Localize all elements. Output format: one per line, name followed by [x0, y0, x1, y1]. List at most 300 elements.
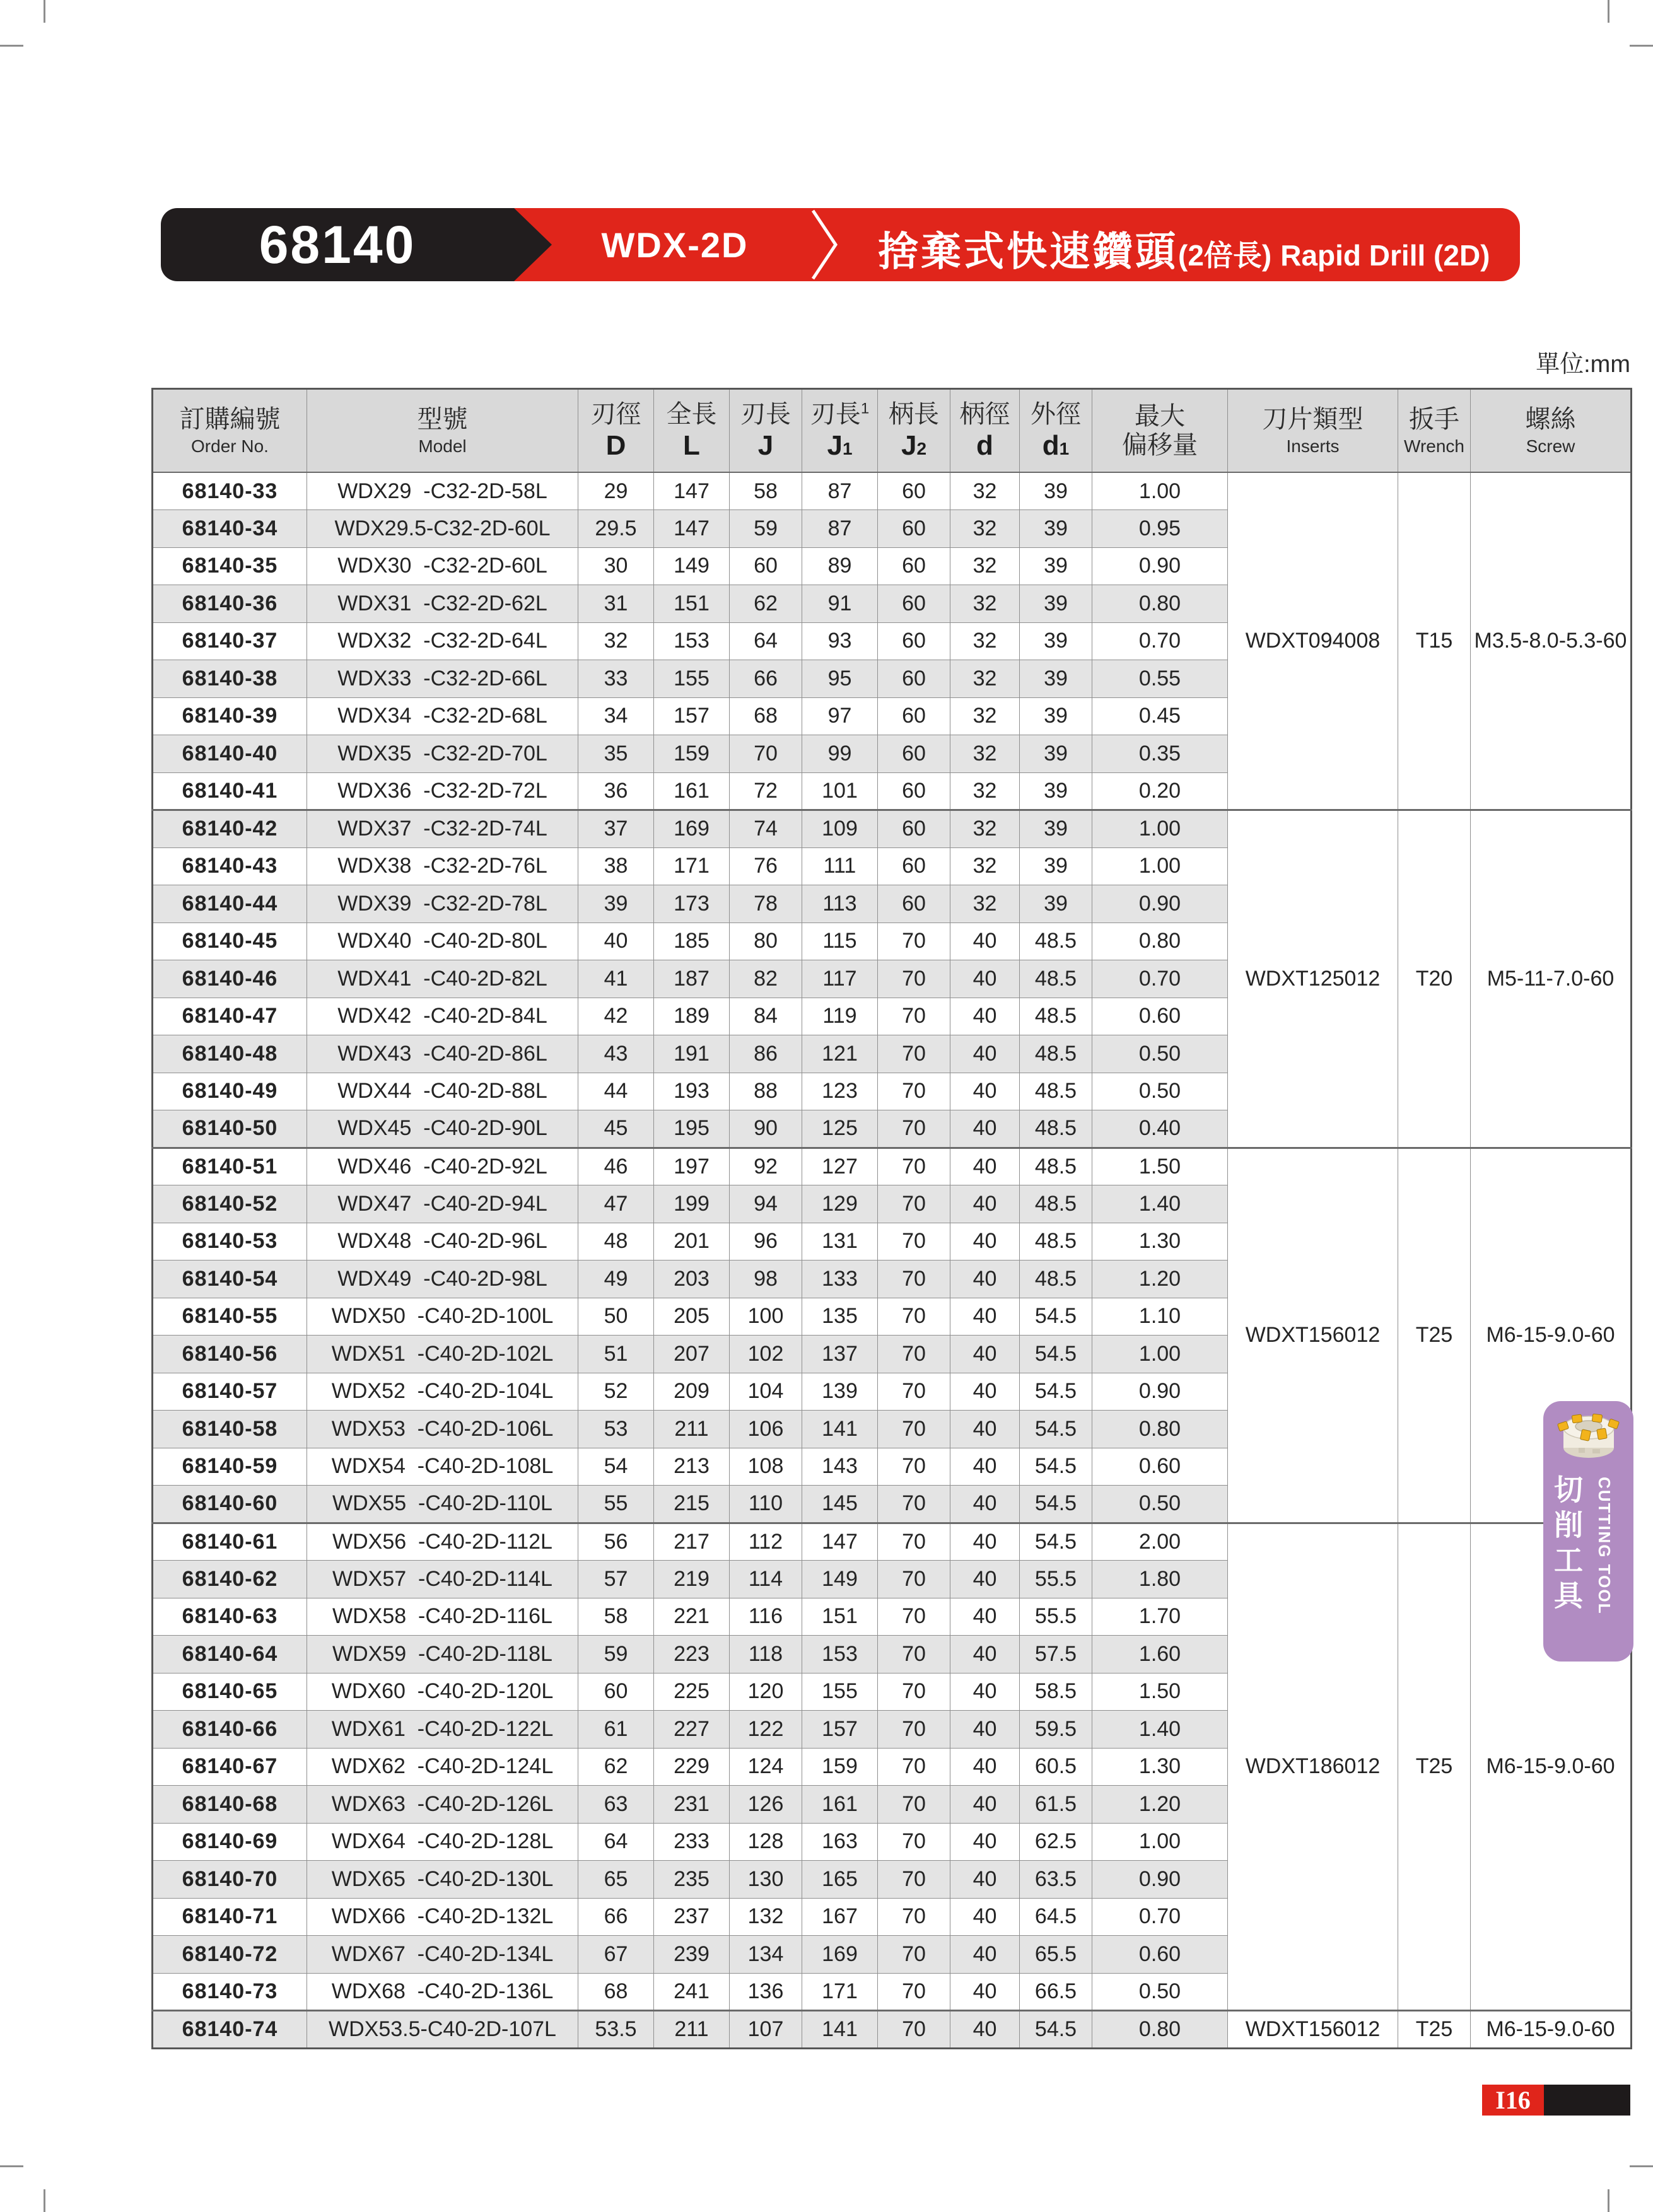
model-cell: WDX35 -C32-2D-70L: [307, 735, 578, 773]
j1-cell: 141: [802, 2011, 878, 2049]
inserts-cell: WDXT156012: [1228, 2011, 1398, 2049]
spec-table: [151, 388, 1632, 2049]
j1-cell: 155: [802, 1673, 878, 1711]
l-cell: 151: [654, 585, 730, 623]
j1-cell: 135: [802, 1298, 878, 1336]
model-cell: WDX55 -C40-2D-110L: [307, 1486, 578, 1523]
screw-cell: M6-15-9.0-60: [1471, 1148, 1632, 1523]
l-cell: 219: [654, 1561, 730, 1598]
shank-d-cell: 40: [950, 1298, 1020, 1336]
screw-cell: M5-11-7.0-60: [1471, 810, 1632, 1148]
shank-d-cell: 40: [950, 998, 1020, 1035]
d-cell: 51: [578, 1336, 654, 1373]
d1-cell: 54.5: [1020, 1298, 1092, 1336]
j-cell: 86: [730, 1035, 802, 1073]
j1-cell: 167: [802, 1898, 878, 1936]
d1-cell: 66.5: [1020, 1973, 1092, 2011]
offset-cell: 0.70: [1092, 1898, 1228, 1936]
model-cell: WDX48 -C40-2D-96L: [307, 1223, 578, 1260]
j2-cell: 70: [878, 960, 950, 998]
l-cell: 193: [654, 1073, 730, 1110]
j2-cell: 60: [878, 847, 950, 885]
j1-cell: 165: [802, 1861, 878, 1899]
d1-cell: 39: [1020, 472, 1092, 510]
d1-cell: 57.5: [1020, 1636, 1092, 1674]
order-no-cell: 68140-50: [153, 1110, 307, 1148]
l-cell: 147: [654, 510, 730, 548]
side-tab-label-en: CUTTING TOOL: [1595, 1477, 1614, 1615]
j2-cell: 70: [878, 1148, 950, 1185]
crop-mark-bottom-left-v: [44, 2189, 45, 2212]
order-no-cell: 68140-72: [153, 1936, 307, 1974]
j2-cell: 70: [878, 923, 950, 960]
order-no-cell: 68140-33: [153, 472, 307, 510]
l-cell: 235: [654, 1861, 730, 1899]
model-cell: WDX65 -C40-2D-130L: [307, 1861, 578, 1899]
d1-cell: 64.5: [1020, 1898, 1092, 1936]
model-cell: WDX30 -C32-2D-60L: [307, 547, 578, 585]
d-cell: 40: [578, 923, 654, 960]
model-cell: WDX31 -C32-2D-62L: [307, 585, 578, 623]
d-cell: 38: [578, 847, 654, 885]
l-cell: 239: [654, 1936, 730, 1974]
l-cell: 203: [654, 1260, 730, 1298]
j2-cell: 60: [878, 585, 950, 623]
shank-d-cell: 40: [950, 1523, 1020, 1561]
j1-cell: 171: [802, 1973, 878, 2011]
j2-cell: 70: [878, 1673, 950, 1711]
order-no-cell: 68140-38: [153, 660, 307, 698]
j2-cell: 60: [878, 697, 950, 735]
j1-cell: 157: [802, 1711, 878, 1749]
crop-mark-bottom-right-h: [1630, 2165, 1653, 2167]
j1-cell: 151: [802, 1598, 878, 1636]
offset-cell: 0.90: [1092, 1373, 1228, 1411]
d-cell: 45: [578, 1110, 654, 1148]
order-no-cell: 68140-71: [153, 1898, 307, 1936]
j-cell: 84: [730, 998, 802, 1035]
model-cell: WDX60 -C40-2D-120L: [307, 1673, 578, 1711]
order-no-cell: 68140-46: [153, 960, 307, 998]
d-cell: 49: [578, 1260, 654, 1298]
j2-cell: 60: [878, 510, 950, 548]
offset-cell: 0.90: [1092, 885, 1228, 923]
j-cell: 116: [730, 1598, 802, 1636]
l-cell: 201: [654, 1223, 730, 1260]
d-cell: 67: [578, 1936, 654, 1974]
l-cell: 205: [654, 1298, 730, 1336]
shank-d-cell: 40: [950, 1110, 1020, 1148]
order-no-cell: 68140-64: [153, 1636, 307, 1674]
offset-cell: 0.95: [1092, 510, 1228, 548]
column-header-8: 外徑 d1: [1020, 389, 1092, 473]
j-cell: 107: [730, 2011, 802, 2049]
l-cell: 159: [654, 735, 730, 773]
shank-d-cell: 40: [950, 1073, 1020, 1110]
inserts-cell: WDXT186012: [1228, 1523, 1398, 2011]
d1-cell: 54.5: [1020, 1486, 1092, 1523]
j1-cell: 127: [802, 1148, 878, 1185]
model-cell: WDX40 -C40-2D-80L: [307, 923, 578, 960]
column-header-10: 刀片類型 Inserts: [1228, 389, 1398, 473]
d-cell: 37: [578, 810, 654, 848]
offset-cell: 1.00: [1092, 847, 1228, 885]
wrench-cell: T20: [1398, 810, 1471, 1148]
order-no-cell: 68140-63: [153, 1598, 307, 1636]
j1-cell: 87: [802, 472, 878, 510]
j1-cell: 121: [802, 1035, 878, 1073]
order-no-cell: 68140-55: [153, 1298, 307, 1336]
shank-d-cell: 32: [950, 585, 1020, 623]
shank-d-cell: 32: [950, 510, 1020, 548]
j2-cell: 70: [878, 1936, 950, 1974]
offset-cell: 1.80: [1092, 1561, 1228, 1598]
shank-d-cell: 32: [950, 472, 1020, 510]
screw-cell: M3.5-8.0-5.3-60: [1471, 472, 1632, 810]
order-no-cell: 68140-73: [153, 1973, 307, 2011]
j2-cell: 70: [878, 1898, 950, 1936]
j1-cell: 139: [802, 1373, 878, 1411]
wrench-cell: T25: [1398, 1523, 1471, 2011]
l-cell: 211: [654, 1411, 730, 1448]
order-no-cell: 68140-53: [153, 1223, 307, 1260]
shank-d-cell: 32: [950, 847, 1020, 885]
d1-cell: 54.5: [1020, 1373, 1092, 1411]
j1-cell: 91: [802, 585, 878, 623]
d-cell: 29.5: [578, 510, 654, 548]
j2-cell: 70: [878, 1411, 950, 1448]
d-cell: 66: [578, 1898, 654, 1936]
d-cell: 53: [578, 1411, 654, 1448]
offset-cell: 1.00: [1092, 472, 1228, 510]
l-cell: 217: [654, 1523, 730, 1561]
j-cell: 88: [730, 1073, 802, 1110]
j-cell: 122: [730, 1711, 802, 1749]
j-cell: 70: [730, 735, 802, 773]
d-cell: 39: [578, 885, 654, 923]
j2-cell: 70: [878, 1486, 950, 1523]
shank-d-cell: 40: [950, 1673, 1020, 1711]
offset-cell: 1.70: [1092, 1598, 1228, 1636]
shank-d-cell: 32: [950, 772, 1020, 810]
j2-cell: 70: [878, 1598, 950, 1636]
d-cell: 44: [578, 1073, 654, 1110]
d-cell: 30: [578, 547, 654, 585]
l-cell: 221: [654, 1598, 730, 1636]
order-no-cell: 68140-61: [153, 1523, 307, 1561]
offset-cell: 0.45: [1092, 697, 1228, 735]
d1-cell: 54.5: [1020, 1523, 1092, 1561]
j-cell: 72: [730, 772, 802, 810]
d1-cell: 39: [1020, 847, 1092, 885]
d-cell: 34: [578, 697, 654, 735]
offset-cell: 1.20: [1092, 1260, 1228, 1298]
shank-d-cell: 40: [950, 1486, 1020, 1523]
wrench-cell: T25: [1398, 2011, 1471, 2049]
series-label: WDX-2D: [601, 224, 749, 265]
model-cell: WDX58 -C40-2D-116L: [307, 1598, 578, 1636]
j-cell: 59: [730, 510, 802, 548]
j-cell: 102: [730, 1336, 802, 1373]
shank-d-cell: 40: [950, 2011, 1020, 2049]
offset-cell: 0.70: [1092, 960, 1228, 998]
j-cell: 92: [730, 1148, 802, 1185]
page-title-en: Rapid Drill (2D): [1280, 239, 1490, 272]
shank-d-cell: 32: [950, 810, 1020, 848]
j2-cell: 70: [878, 1223, 950, 1260]
j-cell: 106: [730, 1411, 802, 1448]
table-header-row: [153, 389, 1632, 473]
order-no-cell: 68140-47: [153, 998, 307, 1035]
d1-cell: 39: [1020, 585, 1092, 623]
l-cell: 169: [654, 810, 730, 848]
offset-cell: 1.00: [1092, 810, 1228, 848]
j2-cell: 70: [878, 1110, 950, 1148]
j-cell: 66: [730, 660, 802, 698]
d-cell: 33: [578, 660, 654, 698]
model-cell: WDX63 -C40-2D-126L: [307, 1786, 578, 1824]
l-cell: 241: [654, 1973, 730, 2011]
model-cell: WDX49 -C40-2D-98L: [307, 1260, 578, 1298]
j-cell: 64: [730, 622, 802, 660]
d1-cell: 63.5: [1020, 1861, 1092, 1899]
l-cell: 237: [654, 1898, 730, 1936]
j2-cell: 70: [878, 1636, 950, 1674]
order-no-cell: 68140-65: [153, 1673, 307, 1711]
offset-cell: 0.70: [1092, 622, 1228, 660]
column-header-4: 刃長 J: [730, 389, 802, 473]
l-cell: 157: [654, 697, 730, 735]
d-cell: 61: [578, 1711, 654, 1749]
shank-d-cell: 40: [950, 1898, 1020, 1936]
model-cell: WDX52 -C40-2D-104L: [307, 1373, 578, 1411]
offset-cell: 0.40: [1092, 1110, 1228, 1148]
j2-cell: 70: [878, 1786, 950, 1824]
model-cell: WDX66 -C40-2D-132L: [307, 1898, 578, 1936]
offset-cell: 0.55: [1092, 660, 1228, 698]
d-cell: 68: [578, 1973, 654, 2011]
shank-d-cell: 40: [950, 1786, 1020, 1824]
screw-cell: M6-15-9.0-60: [1471, 2011, 1632, 2049]
d1-cell: 54.5: [1020, 2011, 1092, 2049]
wrench-cell: T25: [1398, 1148, 1471, 1523]
order-no-cell: 68140-54: [153, 1260, 307, 1298]
offset-cell: 1.30: [1092, 1748, 1228, 1786]
l-cell: 187: [654, 960, 730, 998]
d1-cell: 39: [1020, 660, 1092, 698]
shank-d-cell: 40: [950, 1561, 1020, 1598]
model-cell: WDX68 -C40-2D-136L: [307, 1973, 578, 2011]
d1-cell: 58.5: [1020, 1673, 1092, 1711]
d-cell: 29: [578, 472, 654, 510]
d-cell: 50: [578, 1298, 654, 1336]
order-no-cell: 68140-58: [153, 1411, 307, 1448]
order-no-cell: 68140-52: [153, 1185, 307, 1223]
shank-d-cell: 32: [950, 735, 1020, 773]
shank-d-cell: 40: [950, 923, 1020, 960]
wrench-cell: T15: [1398, 472, 1471, 810]
order-no-cell: 68140-35: [153, 547, 307, 585]
milling-cutter-image: [1553, 1409, 1624, 1469]
j2-cell: 60: [878, 810, 950, 848]
j2-cell: 60: [878, 622, 950, 660]
j2-cell: 70: [878, 1748, 950, 1786]
d-cell: 53.5: [578, 2011, 654, 2049]
l-cell: 213: [654, 1448, 730, 1486]
d1-cell: 39: [1020, 885, 1092, 923]
d-cell: 52: [578, 1373, 654, 1411]
chevron-separator-icon: [810, 209, 839, 280]
d-cell: 47: [578, 1185, 654, 1223]
j-cell: 58: [730, 472, 802, 510]
l-cell: 161: [654, 772, 730, 810]
l-cell: 227: [654, 1711, 730, 1749]
model-cell: WDX36 -C32-2D-72L: [307, 772, 578, 810]
l-cell: 195: [654, 1110, 730, 1148]
shank-d-cell: 40: [950, 1748, 1020, 1786]
j1-cell: 161: [802, 1786, 878, 1824]
model-cell: WDX57 -C40-2D-114L: [307, 1561, 578, 1598]
order-no-cell: 68140-49: [153, 1073, 307, 1110]
d1-cell: 54.5: [1020, 1336, 1092, 1373]
j-cell: 110: [730, 1486, 802, 1523]
shank-d-cell: 40: [950, 1223, 1020, 1260]
model-cell: WDX46 -C40-2D-92L: [307, 1148, 578, 1185]
order-no-cell: 68140-44: [153, 885, 307, 923]
j-cell: 128: [730, 1823, 802, 1861]
offset-cell: 1.00: [1092, 1336, 1228, 1373]
d1-cell: 48.5: [1020, 1035, 1092, 1073]
j1-cell: 153: [802, 1636, 878, 1674]
side-tab-label-zh: 切削工具: [1550, 1474, 1583, 1615]
order-no-cell: 68140-42: [153, 810, 307, 848]
crop-mark-top-right-v: [1608, 0, 1609, 23]
j-cell: 134: [730, 1936, 802, 1974]
l-cell: 233: [654, 1823, 730, 1861]
j-cell: 136: [730, 1973, 802, 2011]
shank-d-cell: 40: [950, 1336, 1020, 1373]
d-cell: 57: [578, 1561, 654, 1598]
model-cell: WDX56 -C40-2D-112L: [307, 1523, 578, 1561]
l-cell: 155: [654, 660, 730, 698]
order-no-cell: 68140-69: [153, 1823, 307, 1861]
offset-cell: 1.50: [1092, 1148, 1228, 1185]
l-cell: 215: [654, 1486, 730, 1523]
offset-cell: 0.50: [1092, 1035, 1228, 1073]
j2-cell: 70: [878, 1336, 950, 1373]
l-cell: 189: [654, 998, 730, 1035]
model-cell: WDX32 -C32-2D-64L: [307, 622, 578, 660]
d1-cell: 48.5: [1020, 1073, 1092, 1110]
j1-cell: 137: [802, 1336, 878, 1373]
model-cell: WDX41 -C40-2D-82L: [307, 960, 578, 998]
order-no-cell: 68140-51: [153, 1148, 307, 1185]
j1-cell: 149: [802, 1561, 878, 1598]
j2-cell: 70: [878, 1973, 950, 2011]
order-no-cell: 68140-48: [153, 1035, 307, 1073]
column-header-1: 型號 Model: [307, 389, 578, 473]
j2-cell: 70: [878, 1298, 950, 1336]
column-header-6: 柄長 J2: [878, 389, 950, 473]
j-cell: 120: [730, 1673, 802, 1711]
model-cell: WDX47 -C40-2D-94L: [307, 1185, 578, 1223]
d1-cell: 55.5: [1020, 1561, 1092, 1598]
j-cell: 60: [730, 547, 802, 585]
shank-d-cell: 32: [950, 622, 1020, 660]
j2-cell: 70: [878, 1823, 950, 1861]
model-cell: WDX67 -C40-2D-134L: [307, 1936, 578, 1974]
j1-cell: 147: [802, 1523, 878, 1561]
d-cell: 42: [578, 998, 654, 1035]
d-cell: 55: [578, 1486, 654, 1523]
model-cell: WDX62 -C40-2D-124L: [307, 1748, 578, 1786]
j1-cell: 87: [802, 510, 878, 548]
shank-d-cell: 40: [950, 1260, 1020, 1298]
table-row: [153, 1523, 1632, 1561]
j2-cell: 70: [878, 1185, 950, 1223]
shank-d-cell: 40: [950, 1861, 1020, 1899]
catalog-code: 68140: [259, 214, 416, 274]
d-cell: 65: [578, 1861, 654, 1899]
j-cell: 74: [730, 810, 802, 848]
offset-cell: 0.60: [1092, 1936, 1228, 1974]
model-cell: WDX53.5-C40-2D-107L: [307, 2011, 578, 2049]
l-cell: 207: [654, 1336, 730, 1373]
page-title-zh: 捨棄式快速鑽頭: [878, 229, 1178, 274]
category-side-tab: [1543, 1401, 1633, 1662]
model-cell: WDX43 -C40-2D-86L: [307, 1035, 578, 1073]
offset-cell: 0.50: [1092, 1486, 1228, 1523]
d1-cell: 62.5: [1020, 1823, 1092, 1861]
j2-cell: 70: [878, 1561, 950, 1598]
shank-d-cell: 40: [950, 1636, 1020, 1674]
order-no-cell: 68140-59: [153, 1448, 307, 1486]
model-cell: WDX45 -C40-2D-90L: [307, 1110, 578, 1148]
shank-d-cell: 40: [950, 1936, 1020, 1974]
d1-cell: 59.5: [1020, 1711, 1092, 1749]
d1-cell: 48.5: [1020, 1110, 1092, 1148]
column-header-5: 刃長$^1$ J1: [802, 389, 878, 473]
d1-cell: 48.5: [1020, 1148, 1092, 1185]
shank-d-cell: 40: [950, 1823, 1020, 1861]
page-number-badge: I16: [1482, 2085, 1544, 2116]
l-cell: 191: [654, 1035, 730, 1073]
l-cell: 223: [654, 1636, 730, 1674]
j1-cell: 95: [802, 660, 878, 698]
d1-cell: 65.5: [1020, 1936, 1092, 1974]
j1-cell: 101: [802, 772, 878, 810]
order-no-cell: 68140-56: [153, 1336, 307, 1373]
d1-cell: 39: [1020, 622, 1092, 660]
j1-cell: 111: [802, 847, 878, 885]
d1-cell: 48.5: [1020, 1185, 1092, 1223]
l-cell: 211: [654, 2011, 730, 2049]
table-row: [153, 2011, 1632, 2049]
d-cell: 64: [578, 1823, 654, 1861]
table-row: [153, 472, 1632, 510]
d-cell: 41: [578, 960, 654, 998]
offset-cell: 0.35: [1092, 735, 1228, 773]
shank-d-cell: 40: [950, 960, 1020, 998]
l-cell: 153: [654, 622, 730, 660]
model-cell: WDX54 -C40-2D-108L: [307, 1448, 578, 1486]
j1-cell: 117: [802, 960, 878, 998]
column-header-7: 柄徑 d: [950, 389, 1020, 473]
offset-cell: 1.20: [1092, 1786, 1228, 1824]
j1-cell: 89: [802, 547, 878, 585]
d1-cell: 48.5: [1020, 1260, 1092, 1298]
d1-cell: 39: [1020, 772, 1092, 810]
